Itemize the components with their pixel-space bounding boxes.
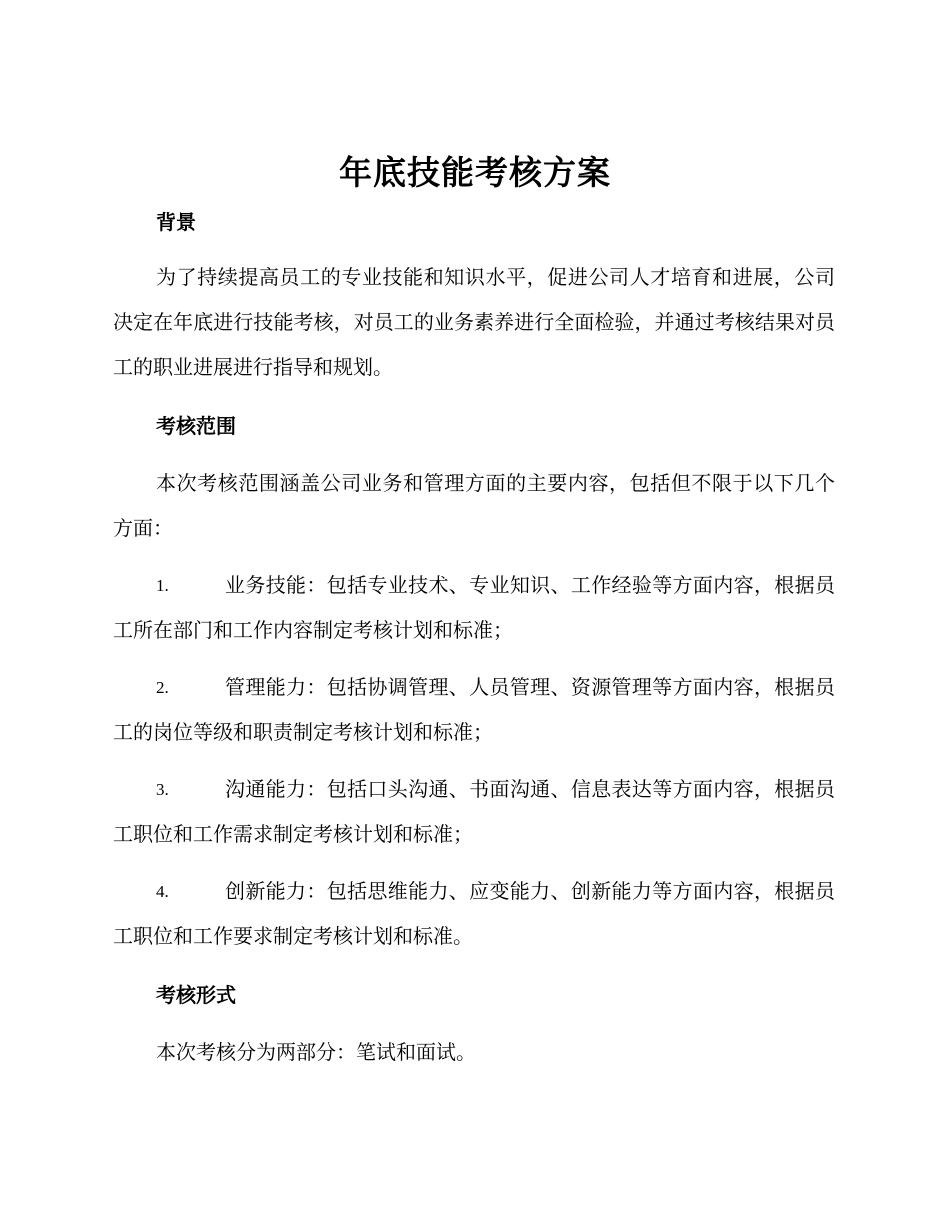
list-item — [113, 869, 835, 959]
list-item-text: 沟通能力：包括口头沟通、书面沟通、信息表达等方面内容，根据员工职位和工作需求制定考核计划和标准； — [113, 777, 835, 846]
format-paragraph: 本次考核分为两部分：笔试和面试。 — [156, 1040, 476, 1064]
section-heading-scope: 考核范围 — [156, 414, 236, 438]
section-heading-background: 背景 — [156, 210, 196, 234]
list-item — [113, 665, 835, 755]
list-item-text: 管理能力：包括协调管理、人员管理、资源管理等方面内容，根据员工的岗位等级和职责制定考核计划和标准； — [113, 675, 835, 744]
list-item-number: 1. — [156, 576, 169, 595]
section-heading-format: 考核形式 — [156, 983, 236, 1007]
list-item-number: 4. — [156, 882, 169, 901]
background-paragraph: 为了持续提高员工的专业技能和知识水平，促进公司人才培育和进展，公司决定在年底进行技能考核，对员工的业务素养进行全面检验，并通过考核结果对员工的职业进展进行指导和规划。 — [113, 265, 835, 379]
scope-paragraph: 本次考核范围涵盖公司业务和管理方面的主要内容，包括但不限于以下几个方面： — [113, 471, 835, 540]
list-item-number: 3. — [156, 780, 169, 799]
list-item-number: 2. — [156, 678, 169, 697]
list-item — [113, 563, 835, 653]
document-title: 年底技能考核方案 — [339, 153, 611, 192]
list-item — [113, 767, 835, 857]
list-item-text: 创新能力：包括思维能力、应变能力、创新能力等方面内容，根据员工职位和工作要求制定考核计划和标准。 — [113, 879, 835, 948]
list-item-text: 业务技能：包括专业技术、专业知识、工作经验等方面内容，根据员工所在部门和工作内容制定考核计划和标准； — [113, 573, 835, 642]
